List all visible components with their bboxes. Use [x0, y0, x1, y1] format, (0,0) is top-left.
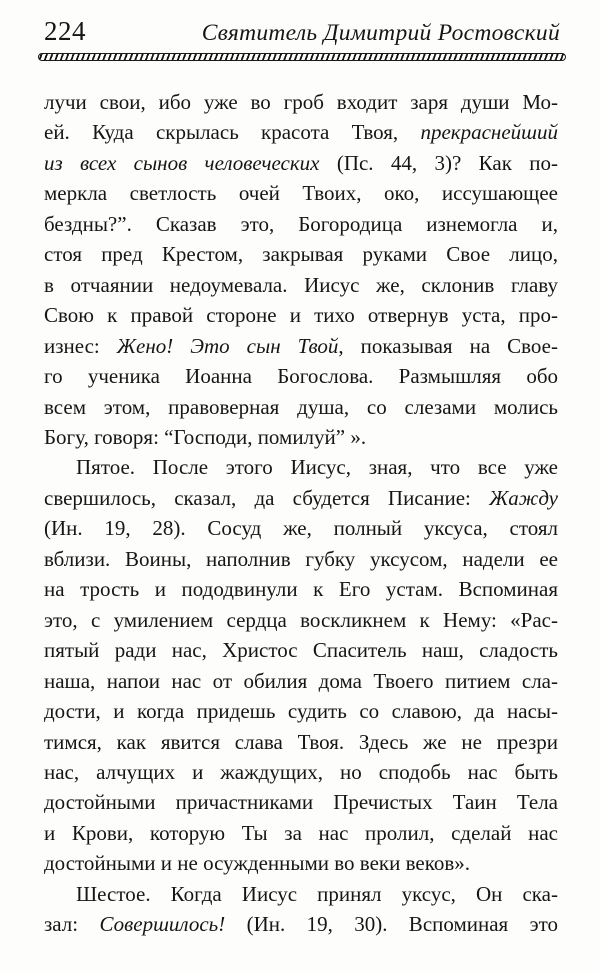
text-line — [44, 392, 558, 422]
text-line — [44, 87, 558, 117]
text-block — [44, 87, 558, 940]
body-text: достойными и не осужденными во веки веков». — [44, 851, 470, 876]
body-text: вблизи. Воины, наполнив губку уксусом, надели ее — [44, 546, 558, 571]
body-text: свершилось, сказал, да сбудется Писание: — [44, 485, 490, 510]
text-line — [44, 848, 558, 878]
text-line — [44, 209, 558, 239]
body-text: ей. Куда скрылась красота Твоя, — [44, 120, 421, 145]
text-line — [44, 239, 558, 269]
body-text: (Ин. 19, 28). Сосуд же, полный уксуса, стоял — [44, 516, 558, 541]
body-text: , показывая на Свое- — [338, 333, 558, 358]
emphasized-text: Жажду — [489, 485, 558, 510]
text-line — [44, 635, 558, 665]
body-text: изнес: — [44, 333, 117, 358]
body-text: бездны?”. Сказав это, Богородица изнемогла и, — [44, 211, 558, 236]
body-text: тимся, как явится слава Твоя. Здесь же не презри — [44, 729, 558, 754]
body-text: на трость и пододвинули к Его устам. Вспоминая — [44, 577, 558, 602]
text-line — [44, 270, 558, 300]
body-text: это, с умилением сердца воскликнем к Нему: «Рас- — [44, 607, 558, 632]
body-text: стоя пред Крестом, закрывая руками Свое лицо, — [44, 242, 558, 267]
text-line — [44, 605, 558, 635]
body-text: дости, и когда придешь судить со славою, да насы- — [44, 699, 558, 724]
body-text: нас, алчущих и жаждущих, но сподобь нас быть — [44, 759, 558, 784]
rope-divider-icon — [38, 53, 566, 61]
body-text: всем этом, правоверная душа, со слезами молись — [44, 394, 558, 419]
text-line — [44, 117, 558, 147]
body-text: го ученика Иоанна Богослова. Размышляя обо — [44, 364, 558, 389]
text-line — [44, 574, 558, 604]
body-text: достойными причастниками Пречистых Таин Тела — [44, 790, 558, 815]
text-line — [44, 361, 558, 391]
emphasized-text: Совершилось! — [99, 912, 226, 937]
text-line — [44, 422, 558, 452]
body-text: зал: — [44, 912, 100, 937]
body-text: меркла светлость очей Твоих, око, иссушающее — [44, 181, 558, 206]
body-text: Шестое. Когда Иисус принял уксус, Он ска- — [76, 881, 558, 906]
text-line — [44, 513, 558, 543]
body-text: лучи свои, ибо уже во гроб входит заря души Мо- — [44, 90, 558, 114]
text-line — [44, 178, 558, 208]
text-line — [44, 331, 558, 361]
text-line — [44, 727, 558, 757]
body-text: и Крови, которую Ты за нас пролил, сделай нас — [44, 820, 558, 845]
emphasized-text: из всех сынов человеческих — [44, 150, 320, 175]
text-line — [44, 818, 558, 848]
body-text: пятый ради нас, Христос Спаситель наш, сладость — [44, 638, 558, 663]
body-text: Богу, говоря: “Господи, помилуй” ». — [44, 424, 367, 449]
text-line — [44, 300, 558, 330]
body-text: наша, напои нас от обилия дома Твоего питием сла- — [44, 668, 558, 693]
body-text: (Пс. 44, 3)? Как по- — [319, 150, 559, 175]
body-text: Пятое. После этого Иисус, зная, что все уже — [76, 455, 558, 480]
running-title: Святитель Димитрий Ростовский — [201, 20, 560, 46]
text-line — [44, 787, 558, 817]
body-text: (Ин. 19, 30). Вспоминая это — [225, 912, 558, 937]
text-line — [44, 909, 558, 939]
page-header — [44, 16, 560, 47]
body-text: в отчаянии недоумевала. Иисус же, склонив главу — [44, 272, 558, 297]
emphasized-text: прекраснейший — [420, 120, 558, 145]
text-line — [44, 544, 558, 574]
text-line — [44, 666, 558, 696]
text-line — [44, 757, 558, 787]
text-line — [44, 696, 558, 726]
text-line — [44, 452, 558, 482]
page-number: 224 — [44, 16, 86, 46]
text-line — [44, 879, 558, 909]
text-line — [44, 483, 558, 513]
emphasized-text: Жено! Это сын Твой — [116, 333, 339, 358]
text-line — [44, 148, 558, 178]
body-text: Свою к правой стороне и тихо отвернув уста, про- — [44, 303, 558, 328]
